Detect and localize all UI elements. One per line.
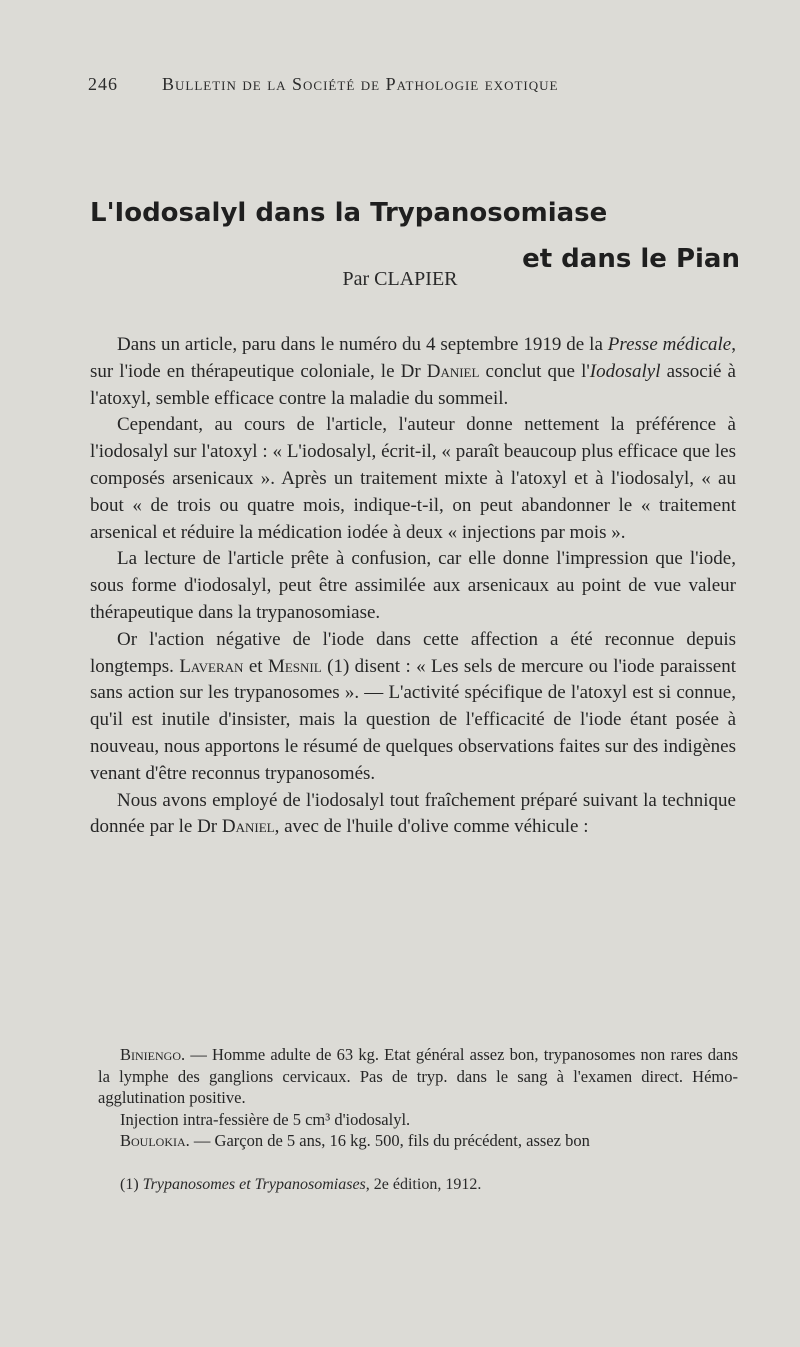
article-title-line-1: L'Iodosalyl dans la Trypanosomiase — [90, 198, 608, 228]
journal-reference: Presse médicale — [607, 334, 732, 355]
paragraph-4-text-a: Or l'action négative de l'iode dans cette affection a été reconnue depuis longtemps. — [90, 628, 736, 677]
journal-title: Bulletin de la Société de Pathologie exotique — [162, 74, 559, 94]
running-header — [88, 74, 720, 102]
paragraph-1-text-c: conclut que l' — [479, 360, 590, 382]
author-name-mesnil: Mesnil — [267, 655, 322, 677]
paragraph-1-text-d: associé à l'atoxyl, semble efficace contre la maladie du sommeil. — [90, 360, 736, 409]
footnote-rest: , 2e édition, 1912. — [365, 1176, 482, 1193]
author-name-daniel: Daniel — [426, 360, 480, 382]
byline: Par CLAPIER — [342, 268, 458, 290]
footnote-title: Trypanosomes et Trypanosomiases — [142, 1176, 366, 1193]
paragraph-5 — [90, 788, 736, 842]
footnote-marker: (1) — [120, 1176, 143, 1193]
article-title-line-2: et dans le Pian — [522, 244, 740, 274]
paragraph-4-text-b: et — [243, 655, 268, 677]
paragraph-3: La lecture de l'article prête à confusion, car elle donne l'impression que l'iode, sous forme d'iodosalyl, peut être assimilée aux arsenicaux au point de vue valeur thérapeutique dans la trypanosomiase. — [90, 548, 736, 623]
article-body — [90, 332, 736, 841]
case-2 — [98, 1130, 738, 1152]
case-1-text: — Homme adulte de 63 kg. Etat général assez bon, trypanosomes non rares dans la lymphe des ganglions cervicaux. Pas de tryp. dans le sang à l'examen direct. Hémo-agglutination positive. — [98, 1045, 738, 1107]
paragraph-4-text-c: (1) disent : « Les sels de mercure ou l'iode paraissent sans action sur les trypanosomes ». — L'activité spécifique de l'atoxyl est si connue, qu'il est inutile d'insister, mais la question de l'efficacité de l'iode étant posée à nouveau, nous apportons le résumé de quelques observations faites sur des indigènes venant d'être reconnus trypanosomés. — [90, 655, 736, 784]
paragraph-2: Cependant, au cours de l'article, l'auteur donne nettement la préférence à l'iodosalyl sur l'atoxyl : « L'iodosalyl, écrit-il, « paraît beaucoup plus efficace que les composés arsenicaux ». Après un traitement mixte à l'atoxyl et à l'iodosalyl, « au bout « de trois ou quatre mois, indique-t-il, on peut abandonner le « traitement arsenical et réduire la médication iodée à deux « injections par mois ». — [90, 414, 736, 543]
drug-name-iodosalyl: Iodosalyl — [589, 360, 661, 382]
paragraph-1-text-b: , sur l'iode en thérapeutique coloniale, le Dr — [90, 334, 736, 382]
case-2-text: — Garçon de 5 ans, 16 kg. 500, fils du précédent, assez bon — [189, 1131, 590, 1150]
paragraph-5-text-a: Nous avons employé de l'iodosalyl tout fraîchement préparé suivant la technique donnée par le Dr — [90, 789, 736, 838]
case-1 — [98, 1044, 738, 1109]
author-name-laveran: Laveran — [179, 655, 244, 677]
footnote — [120, 1176, 740, 1194]
paragraph-5-text-b: , avec de l'huile d'olive comme véhicule : — [274, 816, 589, 838]
case-observations — [98, 1044, 738, 1152]
case-1-name: Biniengo. — [120, 1045, 186, 1064]
author-name-daniel-2: Daniel — [221, 816, 275, 838]
paragraph-1-text-a: Dans un article, paru dans le numéro du 4 septembre 1919 de la — [117, 334, 608, 355]
page-number: 246 — [88, 74, 118, 94]
paragraph-4 — [90, 627, 736, 788]
case-2-name: Boulokia. — [120, 1131, 190, 1150]
paragraph-1 — [90, 332, 736, 412]
case-1-injection: Injection intra-fessière de 5 cm³ d'iodosalyl. — [120, 1109, 411, 1129]
